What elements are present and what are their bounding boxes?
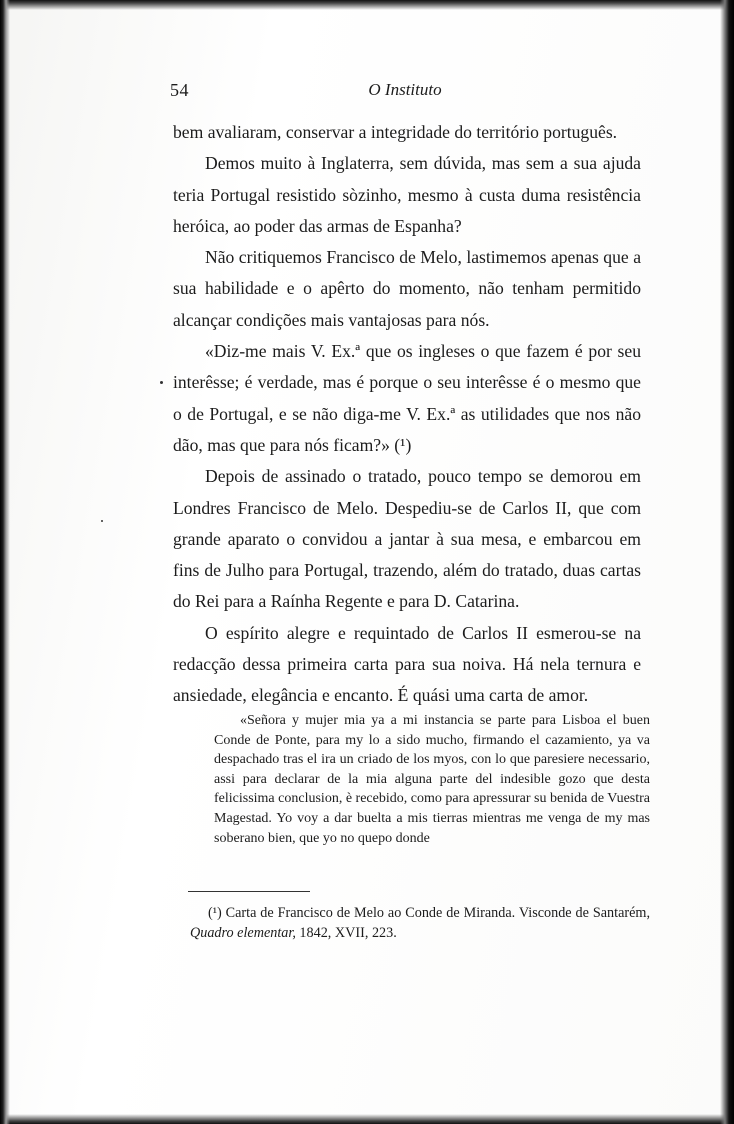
footnote-rule (188, 891, 310, 892)
quote-text: «Señora y mujer mia ya a mi instancia se parte para Lisboa el buen Conde de Ponte, para my lo a sido mucho, firmando el cazamiento, ya va despachado tras el ira un criado de los myos, con lo que paresiere necessario, assi para declarar de la mia alguna parte del indesible gozo que desta felicissima conclusion, è recebido, como para apressurar su benida de Vuestra Magestad. Yo voy a dar buelta a mis tierras mientras me venga de my mas soberano bien, que yo no quepo donde (214, 713, 650, 846)
paragraph: «Diz-me mais V. Ex.ª que os ingleses o que fazem é por seu interêsse; é verdade, mas é porque o seu interêsse é o mesmo que o de Portugal, e se não diga-me V. Ex.ª as utilidades que nos não dão, mas que para nós ficam?» (¹) (173, 341, 641, 455)
main-text (173, 117, 641, 712)
block-quote (214, 711, 650, 848)
scan-speck (101, 520, 103, 522)
footnote-marker: (¹) (208, 905, 222, 921)
footnote-work-title: Quadro elementar, (190, 924, 296, 941)
scan-edge-right (720, 0, 734, 1124)
scan-edge-bottom (0, 1114, 734, 1124)
footnote-year: 1842, (299, 924, 332, 941)
paragraph: bem avaliaram, conservar a integridade do território português. (173, 122, 618, 142)
footnote-source: Carta de Francisco de Melo ao Conde de Miranda. Visconde de Santarém, (225, 905, 650, 921)
scan-edge-left (0, 0, 10, 1124)
page-number: 54 (170, 80, 189, 100)
paragraph: Não critiquemos Francisco de Melo, lastimemos apenas que a sua habilidade e o apêrto do momento, não tenham permitido alcançar condições mais vantajosas para nós. (173, 247, 641, 330)
footnote-volume: XVII, (334, 924, 369, 941)
running-title: O Instituto (368, 80, 442, 99)
footnote (190, 904, 650, 943)
paragraph: Demos muito à Inglaterra, sem dúvida, mas sem a sua ajuda teria Portugal resistido sòzinho, mesmo à custa duma resistência heróica, ao poder das armas de Espanha? (173, 153, 641, 236)
page-header (170, 80, 640, 104)
footnote-page: 223. (371, 924, 397, 941)
scan-edge-top (0, 0, 734, 10)
paragraph: Depois de assinado o tratado, pouco tempo se demorou em Londres Francisco de Melo. Despediu-se de Carlos II, que com grande aparato o convidou a jantar à sua mesa, e embarcou em fins de Julho para Portugal, trazendo, além do tratado, duas cartas do Rei para a Raínha Regente e para D. Catarina. (173, 466, 641, 612)
paragraph: O espírito alegre e requintado de Carlos II esmerou-se na redacção dessa primeira carta para sua noiva. Há nela ternura e ansiedade, elegância e encanto. É quási uma carta de amor. (173, 622, 641, 706)
footnote-text (190, 904, 650, 943)
scan-speck (160, 381, 163, 384)
